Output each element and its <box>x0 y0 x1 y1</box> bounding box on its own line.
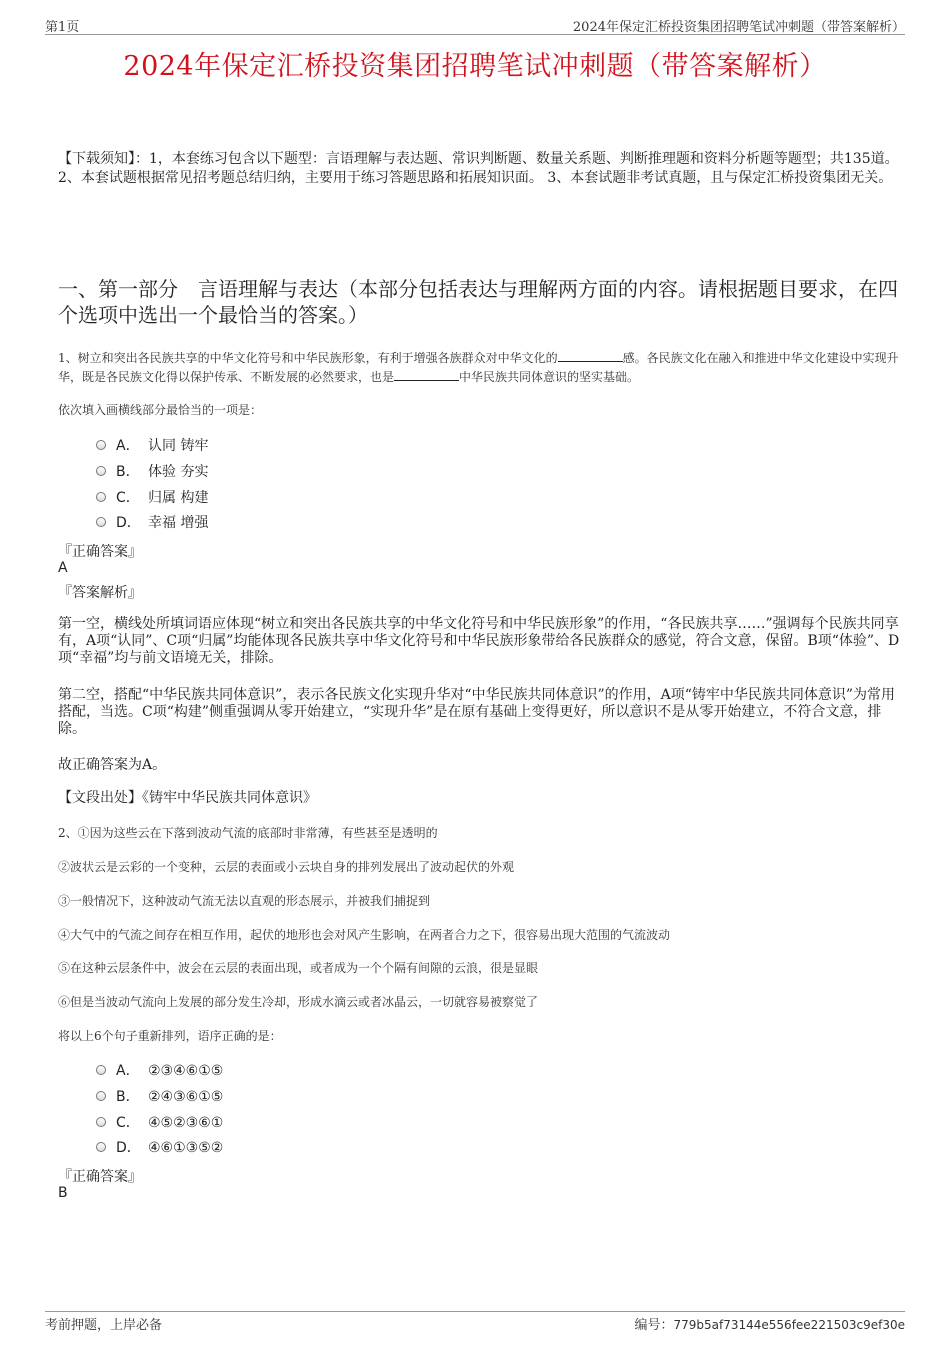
q2-sentence-4: ④大气中的气流之间存在相互作用，起伏的地形也会对风产生影响，在两者合力之下，很容易出现大范围的气流波动 <box>58 928 671 942</box>
q2-option-c[interactable]: C． ④⑤②③⑥① <box>96 1113 223 1133</box>
q1-option-b[interactable]: B． 体验 夯实 <box>96 462 208 482</box>
q2-option-b[interactable]: B． ②④③⑥①⑤ <box>96 1087 223 1107</box>
radio-icon[interactable] <box>96 1142 106 1152</box>
q2-option-a[interactable]: A． ②③④⑥①⑤ <box>96 1061 223 1081</box>
q2-sentence-5: ⑤在这种云层条件中，波会在云层的表面出现，或者成为一个个隔有间隙的云浪，很是显眼 <box>58 961 539 975</box>
document-title: 2024年保定汇桥投资集团招聘笔试冲刺题（带答案解析） <box>123 51 827 82</box>
q2-instruction: 将以上6个句子重新排列，语序正确的是： <box>58 1029 282 1043</box>
q1-correct-answer: A <box>58 560 68 576</box>
radio-icon[interactable] <box>96 1117 106 1127</box>
footer-slogan: 考前押题，上岸必备 <box>45 1318 163 1333</box>
q1-correct-answer-label: 『正确答案』 <box>58 544 142 560</box>
q2-sentence-2: ②波状云是云彩的一个变种，云层的表面或小云块自身的排列发展出了波动起伏的外观 <box>58 860 515 874</box>
download-notice: 【下载须知】：1，本套练习包含以下题型：言语理解与表达题、常识判断题、数量关系题、判断推理题和资料分析题等题型；共135道。 2、本套试题根据常见招考题总结归纳，主要用于练习答题思路和拓展知识面。 3、本套试题非考试真题，且与保定汇桥投资集团无关。 <box>58 151 899 186</box>
radio-icon[interactable] <box>96 492 106 502</box>
q2-sentence-6: ⑥但是当波动气流向上发展的部分发生冷却，形成水滴云或者冰晶云，一切就容易被察觉了 <box>58 995 539 1009</box>
q1-option-a[interactable]: A． 认同 铸牢 <box>96 436 208 456</box>
q2-correct-answer-label: 『正确答案』 <box>58 1169 142 1185</box>
running-title: 2024年保定汇桥投资集团招聘笔试冲刺题（带答案解析） <box>572 20 905 35</box>
q1-conclusion: 故正确答案为A。 <box>58 757 167 773</box>
page-number: 第1页 <box>45 20 80 35</box>
question-1-stem: 1、树立和突出各民族共享的中华文化符号和中华民族形象，有利于增强各族群众对中华文化的 感。各民族文化在融入和推进中华文化建设中实现升华，既是各民族文化得以保护传承、不断发展的必然要求，也是 中华民族共同体意识的坚实基础。 <box>58 351 899 384</box>
radio-icon[interactable] <box>96 466 106 476</box>
document-code: 编号：779b5af73144e556fee221503c9ef30e <box>634 1318 905 1333</box>
radio-icon[interactable] <box>96 517 106 527</box>
q2-sentence-3: ③一般情况下，这种波动气流无法以直观的形态展示，并被我们捕捉到 <box>58 894 431 908</box>
q2-option-d[interactable]: D． ④⑥①③⑤② <box>96 1138 223 1158</box>
q1-option-c[interactable]: C． 归属 构建 <box>96 488 208 508</box>
q2-correct-answer: B <box>58 1185 68 1201</box>
section-heading: 一、第一部分 言语理解与表达（本部分包括表达与理解两方面的内容。请根据题目要求，在四个选项中选出一个最恰当的答案。） <box>58 277 898 327</box>
blank-1 <box>558 349 623 362</box>
q1-source: 【文段出处】《铸牢中华民族共同体意识》 <box>58 790 317 806</box>
blank-2 <box>394 368 459 381</box>
radio-icon[interactable] <box>96 1091 106 1101</box>
q1-analysis-paragraph-2: 第二空，搭配“中华民族共同体意识”，表示各民族文化实现升华对“中华民族共同体意识”的作用，A项“铸牢中华民族共同体意识”为常用搭配，当选。C项“构建”侧重强调从零开始建立，“实现升华”是在原有基础上变得更好，所以意识不是从零开始建立，不符合文意，排除。 <box>58 687 896 737</box>
header-rule <box>45 34 905 35</box>
q1-analysis-label: 『答案解析』 <box>58 585 142 601</box>
footer-rule <box>45 1311 905 1312</box>
q1-analysis-paragraph-1: 第一空，横线处所填词语应体现“树立和突出各民族共享的中华文化符号和中华民族形象”的作用，“各民族共享……”强调每个民族共同享有，A项“认同”、C项“归属”均能体现各民族共享中华文化符号和中华民族形象带给各民族群众的感觉，符合文意，保留。B项“体验”、D项“幸福”均与前文语境无关，排除。 <box>58 616 900 666</box>
radio-icon[interactable] <box>96 440 106 450</box>
q1-option-d[interactable]: D． 幸福 增强 <box>96 513 208 533</box>
question-1-instruction: 依次填入画横线部分最恰当的一项是： <box>58 403 263 417</box>
radio-icon[interactable] <box>96 1065 106 1075</box>
q2-sentence-1: 2、①因为这些云在下落到波动气流的底部时非常薄，有些甚至是透明的 <box>58 826 438 840</box>
